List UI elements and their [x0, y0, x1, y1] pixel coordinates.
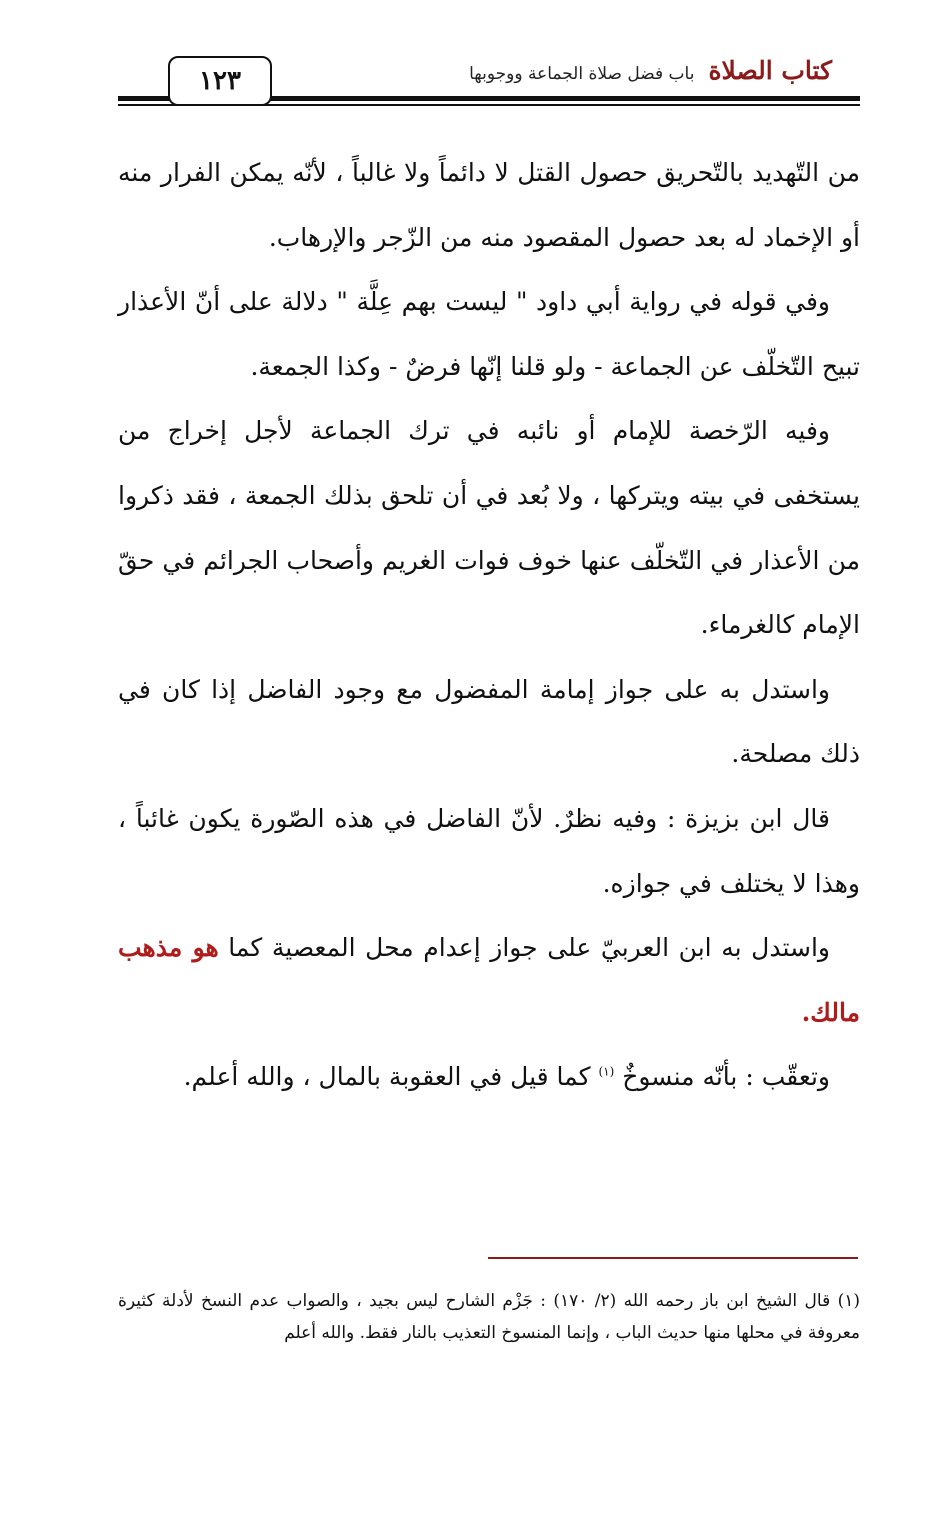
footnote-text: (١) قال الشيخ ابن باز رحمه الله (٢/ ١٧٠) : جَزْم الشارح ليس بجيد ، والصواب عدم النسخ لأدلة كثيرة معروفة في محلها منها حديث الباب ، وإنما المنسوخ التعذيب بالنار فقط. والله أعلم	[118, 1291, 860, 1343]
footnote-marker[interactable]: (١)	[598, 1064, 615, 1079]
running-head	[469, 56, 832, 85]
paragraph-3: وفيه الرّخصة للإمام أو نائبه في ترك الجماعة لأجل إخراج من يستخفى في بيته ويتركها ، ولا بُعد في أن تلحق بذلك الجمعة ، فقد ذكروا من الأعذار في التّخلّف عنها خوف فوات الغريم وأصحاب الجرائم في حقّ الإمام كالغرماء.	[118, 416, 860, 640]
paragraph-4: واستدل به على جواز إمامة المفضول مع وجود الفاضل إذا كان في ذلك مصلحة.	[118, 674, 860, 769]
paragraph-5: قال ابن بزيزة : وفيه نظرٌ. لأنّ الفاضل في هذه الصّورة يكون غائباً ، وهذا لا يختلف في جوازه.	[118, 803, 860, 898]
chapter-title: باب فضل صلاة الجماعة ووجوبها	[469, 64, 695, 84]
paragraph-7	[118, 1045, 860, 1110]
paragraph-6	[118, 916, 860, 1045]
book-title: كتاب الصلاة	[708, 56, 832, 85]
paragraph-6-end: .	[801, 997, 811, 1027]
paragraph-6-text: واستدل به ابن العربيّ على جواز إعدام محل المعصية كما	[218, 933, 830, 963]
page-header	[118, 52, 860, 112]
paragraph-1: من التّهديد بالتّحريق حصول القتل لا دائماً ولا غالباً ، لأنّه يمكن الفرار منه أو الإخماد له بعد حصول المقصود منه من الزّجر والإرهاب.	[118, 158, 860, 252]
footnote	[118, 1285, 860, 1349]
paragraph-7-before: وتعقّب : بأنّه منسوخٌ	[614, 1062, 830, 1092]
page-number: ١٢٣	[168, 56, 272, 106]
paragraph-2: وفي قوله في رواية أبي داود " ليست بهم عِلَّة " دلالة على أنّ الأعذار تبيح التّخلّف عن الجماعة - ولو قلنا إنّها فرضٌ - وكذا الجمعة.	[118, 287, 860, 381]
footnote-separator	[488, 1257, 858, 1259]
body-text	[118, 141, 860, 1110]
highlighted-phrase: هو مذهب مالك	[118, 933, 860, 1027]
paragraph-7-after: كما قيل في العقوبة بالمال ، والله أعلم.	[183, 1062, 599, 1092]
